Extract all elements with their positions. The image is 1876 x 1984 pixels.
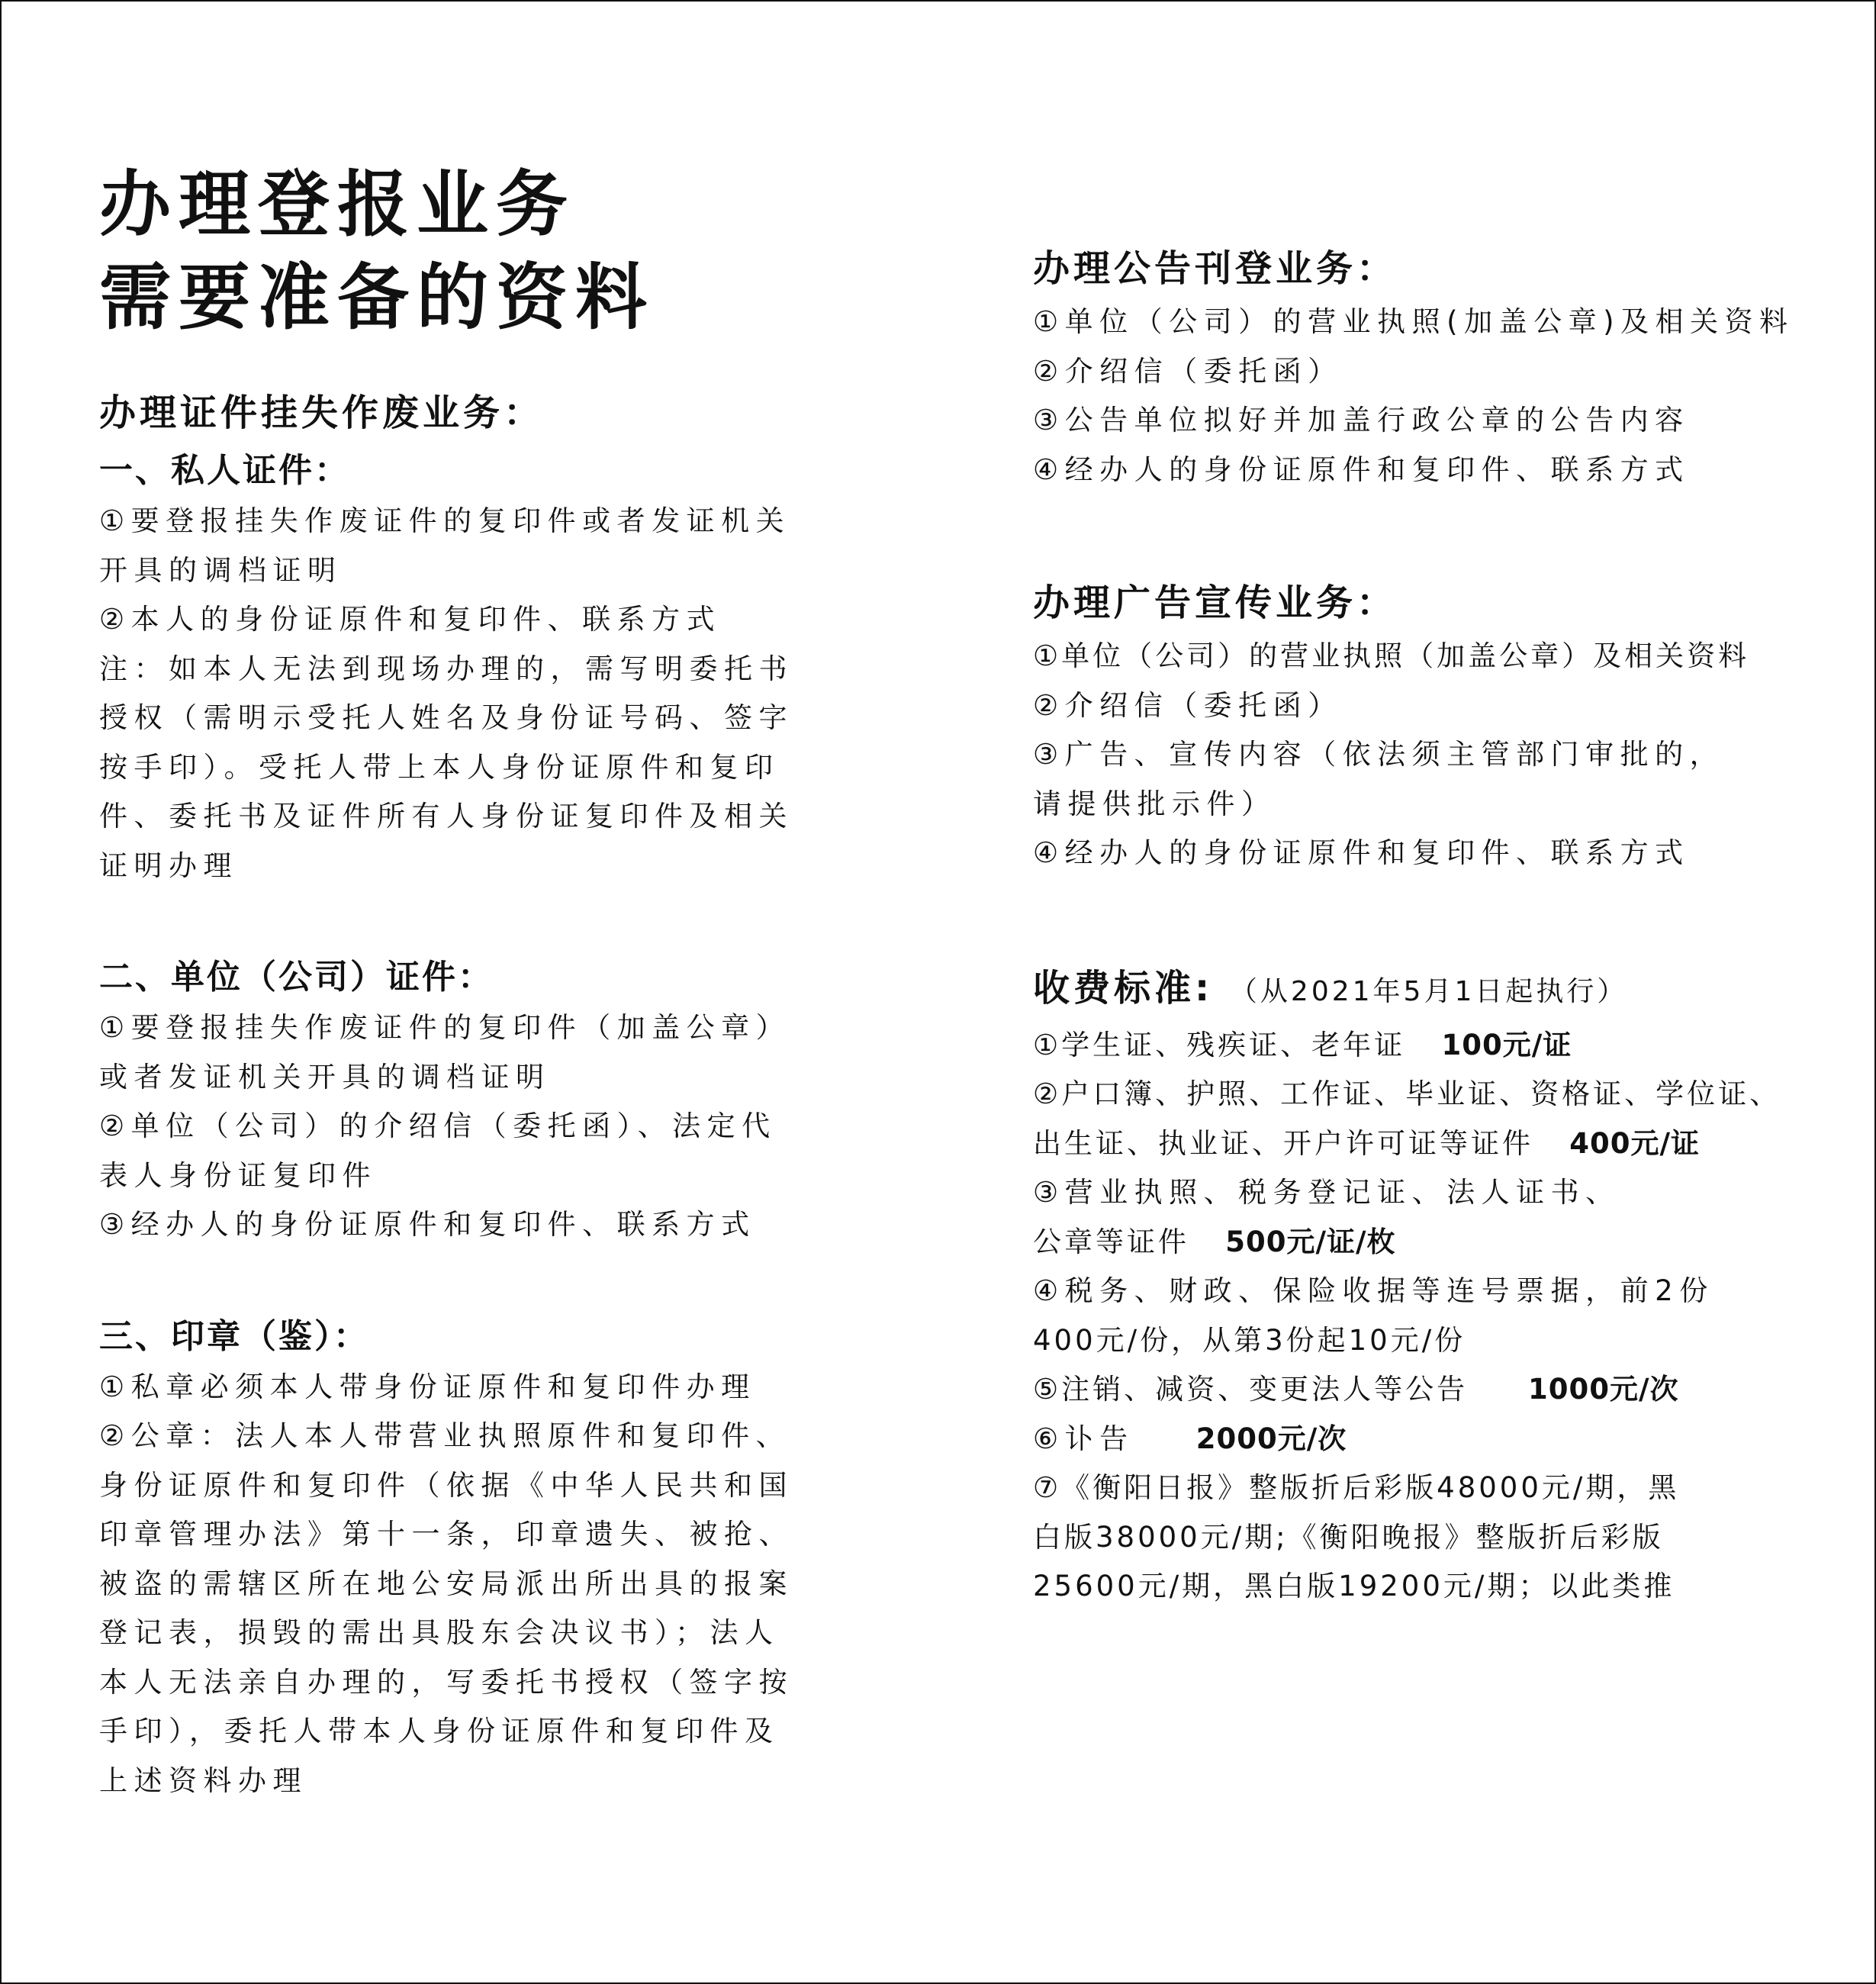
list-item: ④经办人的身份证原件和复印件、联系方式 — [1033, 836, 1690, 869]
list-item: 或者发证机关开具的调档证明 — [99, 1060, 551, 1093]
loss-heading: 办理证件挂失作废业务： — [99, 391, 545, 434]
list-item: 证明办理 — [99, 849, 238, 882]
list-item: 登记表，损毁的需出具股东会决议书）；法人 — [99, 1616, 780, 1649]
right-column — [1033, 244, 1826, 1612]
list-item: ①私章必须本人带身份证原件和复印件办理 — [99, 1370, 756, 1403]
list-item: 按手印）。受托人带上本人身份证原件和复印 — [99, 750, 780, 784]
seal-title: 三、印章（鉴）： — [99, 1316, 369, 1356]
fee-item — [1033, 1218, 1826, 1267]
company-list — [99, 1003, 832, 1250]
fee-item-text: ⑤注销、减资、变更法人等公告 — [1033, 1373, 1469, 1406]
fee-item-text: 公章等证件 — [1033, 1225, 1189, 1258]
left-column — [99, 158, 832, 1805]
list-item: 件、委托书及证件所有人身份证复印件及相关 — [99, 800, 793, 833]
fee-item-amount: 2000元/次 — [1195, 1422, 1347, 1455]
fees-heading-label: 收费标准: — [1033, 966, 1214, 1010]
fee-item-text: 25600元/期，黑白版19200元/期；以此类推 — [1033, 1570, 1675, 1602]
list-item: 开具的调档证明 — [99, 553, 343, 587]
list-item: 授权（需明示受托人姓名及身份证号码、签字 — [99, 701, 793, 734]
fee-item — [1033, 1070, 1826, 1119]
list-item: ③经办人的身份证原件和复印件、联系方式 — [99, 1208, 756, 1241]
main-title-line-2: 需要准备的资料 — [99, 256, 655, 340]
company-title: 二、单位（公司）证件： — [99, 958, 494, 997]
list-item: 请提供批示件） — [1033, 787, 1276, 820]
fee-item-text: 白版38000元/期;《衡阳晚报》整版折后彩版 — [1033, 1520, 1664, 1554]
list-item: ①要登报挂失作废证件的复印件（加盖公章） — [99, 1011, 791, 1044]
personal-title: 一、私人证件： — [99, 451, 350, 490]
fee-item — [1033, 1021, 1826, 1071]
fee-item-amount: 500元/证/枚 — [1225, 1225, 1396, 1258]
fee-item — [1033, 1267, 1826, 1316]
fee-item — [1033, 1415, 1826, 1464]
fee-item-text: ⑦《衡阳日报》整版折后彩版48000元/期，黑 — [1033, 1471, 1680, 1504]
list-item: 身份证原件和复印件（依据《中华人民共和国 — [99, 1468, 793, 1502]
list-item: 上述资料办理 — [99, 1763, 307, 1797]
list-item: ②公章：法人本人带营业执照原件和复印件、 — [99, 1419, 791, 1452]
fee-item — [1033, 1119, 1826, 1169]
list-item: ①单位（公司）的营业执照（加盖公章）及相关资料 — [1033, 639, 1750, 672]
list-item: ②单位（公司）的介绍信（委托函）、法定代 — [99, 1110, 777, 1142]
fee-item-amount: 1000元/次 — [1527, 1373, 1679, 1406]
main-title — [99, 158, 832, 344]
fees-list — [1033, 1021, 1826, 1612]
announcement-list — [1033, 298, 1826, 494]
fee-item-text: ①学生证、残疾证、老年证 — [1033, 1028, 1406, 1061]
fees-heading — [1033, 964, 1826, 1016]
fee-item — [1033, 1513, 1826, 1563]
list-item: 印章管理办法》第十一条，印章遗失、被抢、 — [99, 1518, 793, 1551]
advert-heading: 办理广告宣传业务： — [1033, 581, 1398, 624]
fee-item-amount: 400元/证 — [1569, 1126, 1701, 1160]
list-item: 本人无法亲自办理的，写委托书授权（签字按 — [99, 1665, 793, 1699]
list-item: 注：如本人无法到现场办理的，需写明委托书 — [99, 652, 793, 685]
personal-list — [99, 497, 832, 891]
list-item: 手印），委托人带本人身份证原件和复印件及 — [99, 1715, 780, 1747]
list-item: ④经办人的身份证原件和复印件、联系方式 — [1033, 453, 1690, 486]
fee-item-text: ②户口簿、护照、工作证、毕业证、资格证、学位证、 — [1033, 1077, 1781, 1110]
announcement-heading: 办理公告刊登业务： — [1033, 247, 1398, 290]
list-item: ②本人的身份证原件和复印件、联系方式 — [99, 603, 722, 636]
fee-item-text: ③营业执照、税务登记证、法人证书、 — [1033, 1176, 1620, 1209]
seal-list — [99, 1363, 832, 1806]
fee-item-text: 出生证、执业证、开户许可证等证件 — [1033, 1126, 1533, 1160]
main-title-line-1: 办理登报业务 — [99, 163, 576, 246]
fee-item — [1033, 1316, 1826, 1366]
fee-item — [1033, 1365, 1826, 1415]
advert-list — [1033, 632, 1826, 878]
list-item: ②介绍信（委托函） — [1033, 354, 1343, 388]
fee-item-text: ⑥讣告 — [1033, 1422, 1134, 1455]
fee-item — [1033, 1562, 1826, 1612]
list-item: 被盗的需辖区所在地公安局派出所出具的报案 — [99, 1567, 793, 1600]
list-item: 表人身份证复印件 — [99, 1158, 377, 1192]
list-item: ①要登报挂失作废证件的复印件或者发证机关 — [99, 504, 791, 537]
fees-effective-note: （从2021年5月1日起执行） — [1229, 975, 1628, 1007]
list-item: ③公告单位拟好并加盖行政公章的公告内容 — [1033, 404, 1690, 436]
fee-item-text: ④税务、财政、保险收据等连号票据，前2份 — [1033, 1274, 1714, 1307]
list-item: ①单位（公司）的营业执照(加盖公章)及相关资料 — [1033, 305, 1794, 338]
fee-item-text: 400元/份，从第3份起10元/份 — [1033, 1323, 1466, 1357]
list-item: ②介绍信（委托函） — [1033, 688, 1343, 722]
fee-item — [1033, 1464, 1826, 1513]
fee-item-amount: 100元/证 — [1441, 1028, 1572, 1061]
fee-item — [1033, 1168, 1826, 1218]
list-item: ③广告、宣传内容（依法须主管部门审批的， — [1033, 738, 1725, 771]
